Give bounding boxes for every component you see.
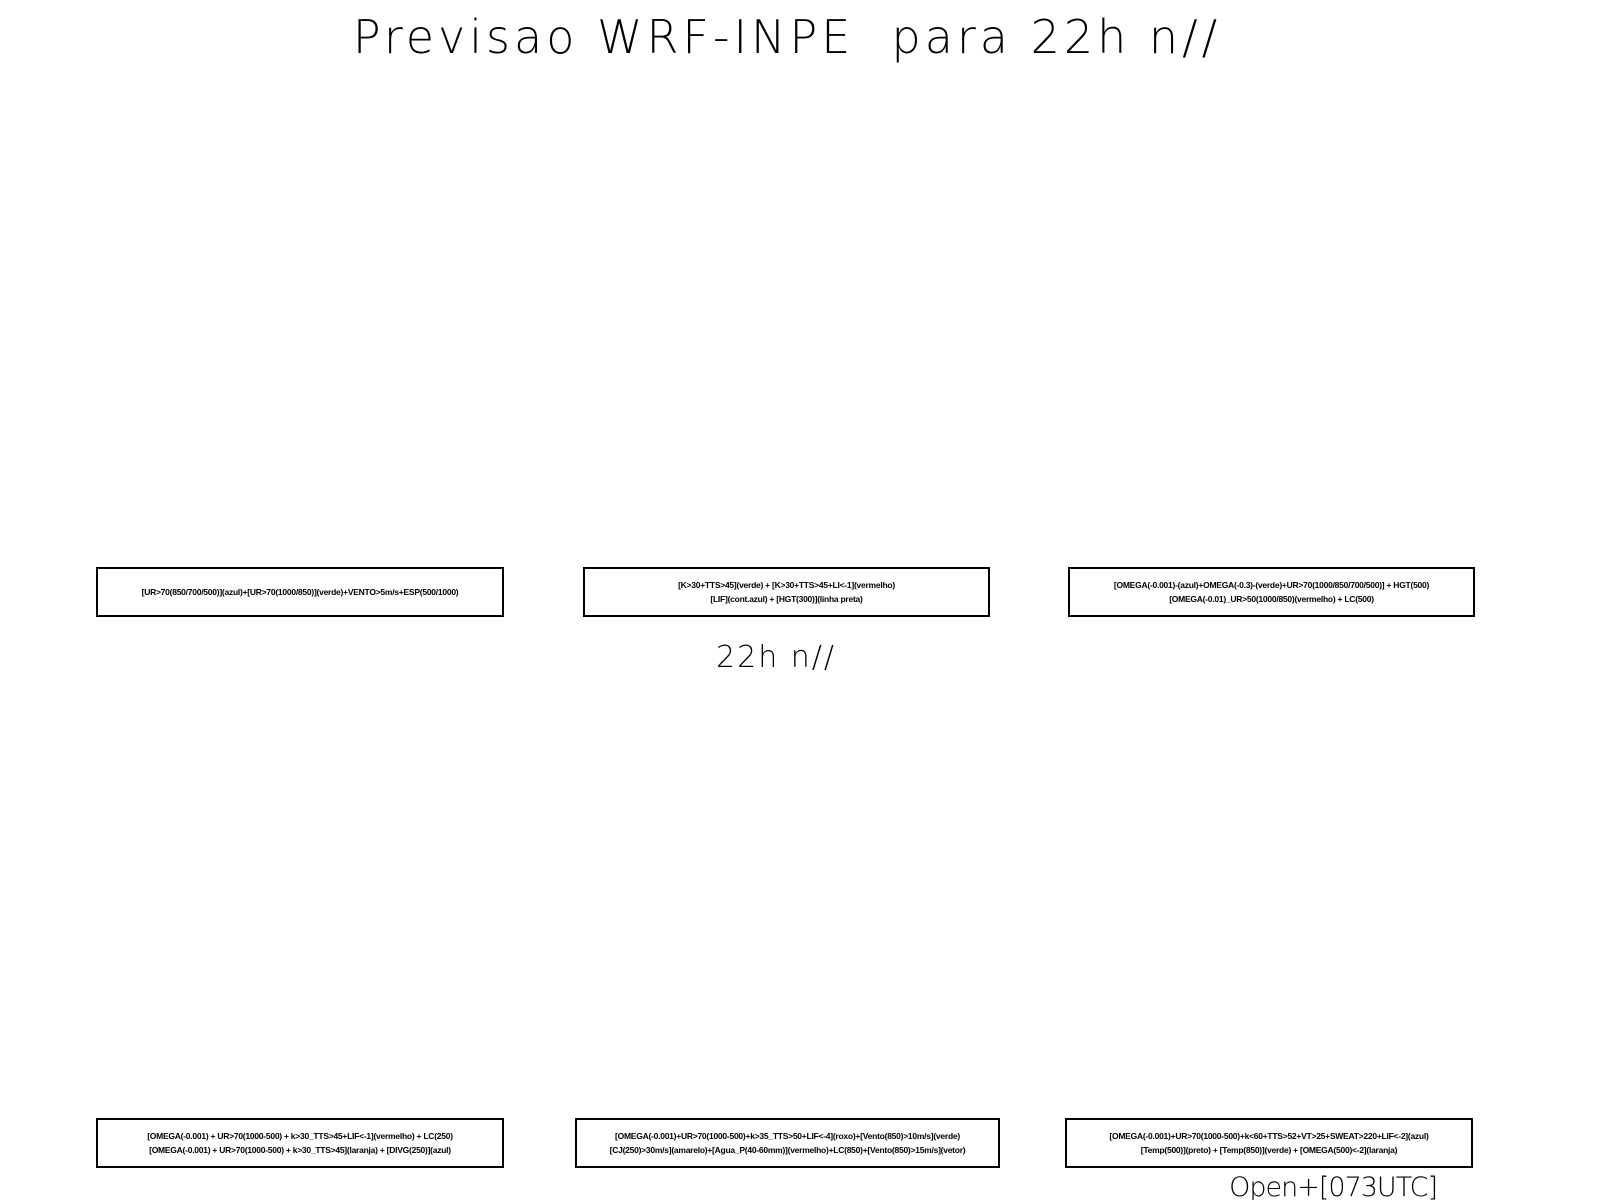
legend-box-top-center: [583, 567, 990, 617]
legend-line: [CJ(250)>30m/s](amarelo)+[Agua_P(40-60mm)](vermelho)+LC(850)+[Vento(850)>15m/s](vetor): [609, 1144, 966, 1155]
panel-time-label: 22h n//: [716, 640, 836, 675]
legend-box-top-left: [96, 567, 504, 617]
legend-line: [OMEGA(-0.001) + UR>70(1000-500) + k>30_TTS>45+LIF<-1](vermelho) + LC(250): [147, 1130, 453, 1141]
footer-run-label: Open+[073UTC]: [1229, 1172, 1437, 1200]
legend-line: [OMEGA(-0.01)_UR>50(1000/850)(vermelho) + LC(500): [1169, 593, 1374, 604]
page-title: Previsao WRF-INPE para 22h n//: [352, 10, 1222, 64]
legend-line: [K>30+TTS>45](verde) + [K>30+TTS>45+LI<-1](vermelho): [678, 579, 895, 590]
legend-line: [OMEGA(-0.001)+UR>70(1000-500)+k<60+TTS>52+VT>25+SWEAT>220+LIF<-2](azul): [1109, 1130, 1429, 1141]
legend-line: [OMEGA(-0.001)-(azul)+OMEGA(-0.3)-(verde)+UR>70(1000/850/700/500)] + HGT(500): [1113, 579, 1430, 590]
legend-line: [Temp(500)](preto) + [Temp(850)](verde) + [OMEGA(500)<-2](laranja): [1140, 1144, 1398, 1155]
legend-box-bottom-center: [575, 1118, 1000, 1168]
legend-line: [OMEGA(-0.001) + UR>70(1000-500) + k>30_TTS>45](laranja) + [DIVG(250)](azul): [149, 1144, 451, 1155]
legend-box-top-right: [1068, 567, 1475, 617]
legend-line: [UR>70(850/700/500)](azul)+[UR>70(1000/850)](verde)+VENTO>5m/s+ESP(500/1000): [141, 586, 459, 597]
legend-box-bottom-left: [96, 1118, 504, 1168]
legend-box-bottom-right: [1065, 1118, 1473, 1168]
legend-line: [LIF](cont.azul) + [HGT(300)](linha preta): [710, 593, 863, 604]
legend-line: [OMEGA(-0.001)+UR>70(1000-500)+k>35_TTS>50+LIF<-4](roxo)+[Vento(850)>10m/s](verde): [615, 1130, 960, 1141]
